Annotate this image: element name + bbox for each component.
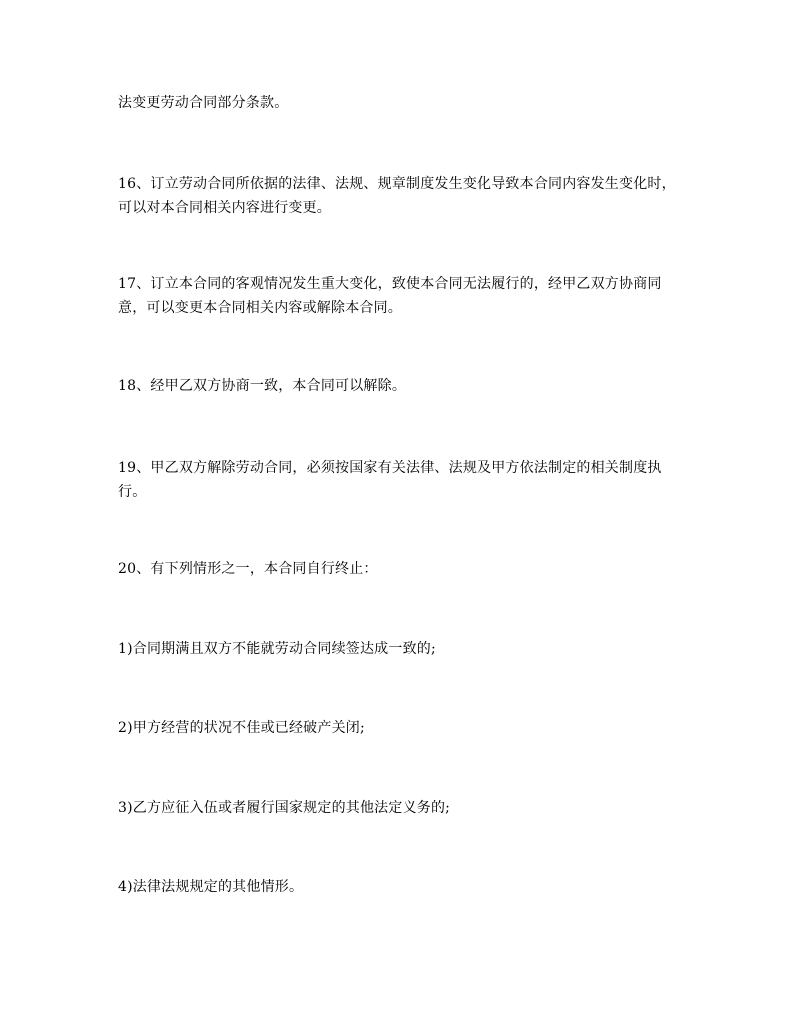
clause-19: 19、甲乙双方解除劳动合同，必须按国家有关法律、法规及甲方依法制定的相关制度执行。: [118, 460, 662, 500]
clause-18: 18、经甲乙双方协商一致，本合同可以解除。: [118, 378, 407, 394]
list-item-2: 2)甲方经营的状况不佳或已经破产关闭;: [118, 720, 365, 736]
paragraph-continuation: 法变更劳动合同部分条款。: [118, 95, 289, 111]
clause-20: 20、有下列情形之一，本合同自行终止：: [118, 561, 378, 577]
clause-16: 16、订立劳动合同所依据的法律、法规、规章制度发生变化导致本合同内容发生变化时，可以对本合同相关内容进行变更。: [118, 176, 676, 216]
clause-17: 17、订立本合同的客观情况发生重大变化，致使本合同无法履行的，经甲乙双方协商同意，可以变更本合同相关内容或解除本合同。: [118, 276, 662, 316]
list-item-1: 1)合同期满且双方不能就劳动合同续签达成一致的;: [118, 641, 436, 657]
list-item-3: 3)乙方应征入伍或者履行国家规定的其他法定义务的;: [118, 800, 451, 816]
list-item-4: 4)法律法规规定的其他情形。: [118, 879, 304, 895]
